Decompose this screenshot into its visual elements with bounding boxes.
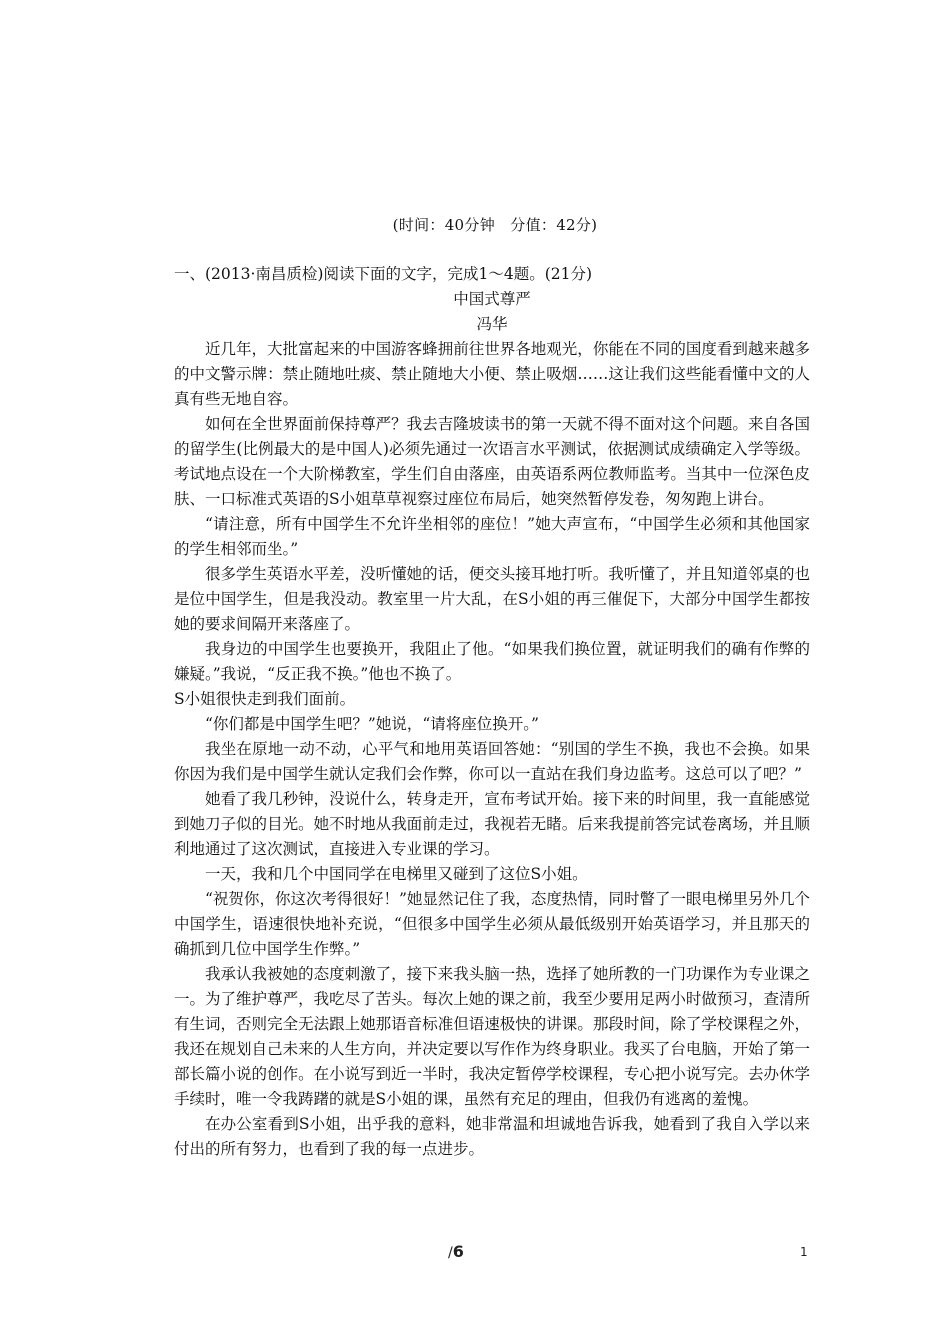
article-title: 中国式尊严 [453, 290, 531, 308]
paragraph: 我承认我被她的态度刺激了，接下来我头脑一热，选择了她所教的一门功课作为专业课之一。为了维护尊严，我吃尽了苦头。每次上她的课之前，我至少要用足两小时做预习，查清所有生词，否则完全无法跟上她那语音标准但语速极快的讲课。那段时间，除了学校课程之外，我还在规划自己未来的人生方向，并决定要以写作作为终身职业。我买了台电脑，开始了第一部长篇小说的创作。在小说写到近一半时，我决定暂停学校课程，专心把小说写完。去办休学手续时，唯一令我踌躇的就是S小姐的课，虽然有充足的理由，但我仍有逃离的羞愧。 [174, 965, 810, 1108]
paragraph: “请注意，所有中国学生不允许坐相邻的座位！”她大声宣布，“中国学生必须和其他国家的学生相邻而坐。” [174, 515, 810, 558]
page-total [448, 1242, 464, 1261]
paragraph: S小姐很快走到我们面前。 [174, 690, 356, 708]
paragraph: 近几年，大批富起来的中国游客蜂拥前往世界各地观光，你能在不同的国度看到越来越多的中文警示牌：禁止随地吐痰、禁止随地大小便、禁止吸烟……这让我们这些能看懂中文的人真有些无地自容。 [174, 340, 810, 408]
paragraph: 如何在全世界面前保持尊严？我去吉隆坡读书的第一天就不得不面对这个问题。来自各国的留学生(比例最大的是中国人)必须先通过一次语言水平测试，依据测试成绩确定入学等级。考试地点设在一个大阶梯教室，学生们自由落座，由英语系两位教师监考。当其中一位深色皮肤、一口标准式英语的S小姐草草视察过座位布局后，她突然暂停发卷，匆匆跑上讲台。 [174, 415, 810, 508]
article-author: 冯华 [476, 315, 508, 333]
paragraph: 在办公室看到S小姐，出乎我的意料，她非常温和坦诚地告诉我，她看到了我自入学以来付出的所有努力，也看到了我的每一点进步。 [174, 1115, 810, 1158]
page-total-count: 6 [452, 1242, 464, 1261]
page-total-slash: / [448, 1245, 453, 1261]
document-body [174, 262, 810, 1162]
paragraph: 她看了我几秒钟，没说什么，转身走开，宣布考试开始。接下来的时间里，我一直能感觉到她刀子似的目光。她不时地从我面前走过，我视若无睹。后来我提前答完试卷离场，并且顺利地通过了这次测试，直接进入专业课的学习。 [174, 790, 810, 858]
exam-meta: (时间：40分钟 分值：42分) [392, 216, 598, 234]
paragraph: “祝贺你，你这次考得很好！”她显然记住了我，态度热情，同时瞥了一眼电梯里另外几个中国学生，语速很快地补充说，“但很多中国学生必须从最低级别开始英语学习，并且那天的确抓到几位中国学生作弊。” [174, 890, 810, 958]
paragraph: 一天，我和几个中国同学在电梯里又碰到了这位S小姐。 [205, 865, 588, 883]
paragraph: “你们都是中国学生吧？”她说，“请将座位换开。” [205, 715, 539, 733]
paragraph: 我身边的中国学生也要换开，我阻止了他。“如果我们换位置，就证明我们的确有作弊的嫌疑。”我说，“反正我不换。”他也不换了。 [174, 640, 810, 683]
paragraph: 很多学生英语水平差，没听懂她的话，便交头接耳地打听。我听懂了，并且知道邻桌的也是位中国学生，但是我没动。教室里一片大乱，在S小姐的再三催促下，大部分中国学生都按她的要求间隔开来落座了。 [174, 565, 810, 633]
section-heading: 一、(2013·南昌质检)阅读下面的文字，完成1～4题。(21分) [174, 265, 593, 283]
paragraph: 我坐在原地一动不动，心平气和地用英语回答她：“别国的学生不换，我也不会换。如果你因为我们是中国学生就认定我们会作弊，你可以一直站在我们身边监考。这总可以了吧？” [174, 740, 810, 783]
page-number: 1 [800, 1245, 808, 1259]
